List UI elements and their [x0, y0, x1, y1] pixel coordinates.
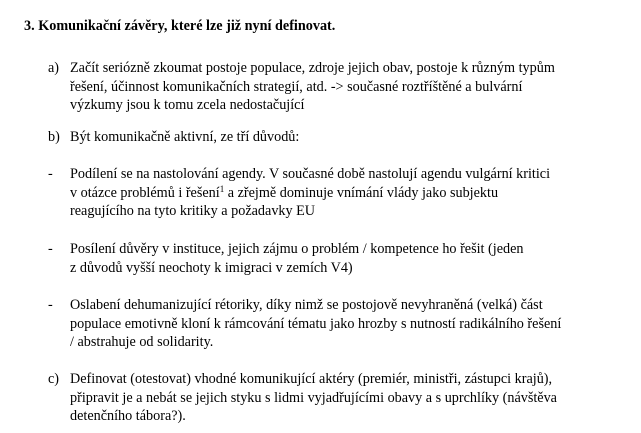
text-line: výzkumy jsou k tomu zcela nedostačující — [70, 97, 305, 114]
text-line: Oslabení dehumanizující rétoriky, díky nimž se postojově nevyhraněná (velká) část — [70, 297, 543, 313]
list-marker: - — [48, 241, 53, 257]
text-line — [70, 184, 625, 203]
list-item-text — [70, 296, 625, 352]
text-line: z důvodů vyšší neochoty k imigraci v zemích V4) — [70, 259, 353, 276]
list-marker: c) — [48, 371, 60, 387]
list-marker: a) — [48, 60, 60, 76]
text-line: Posílení důvěry v instituce, jejich zájmu o problém / kompetence ho řešit (jeden — [70, 241, 524, 257]
text-line: připravit je a nebát se jejich styku s lidmi vyjadřujícími obavy a s uprchlíky (návštěva — [70, 389, 557, 406]
text-line: Definovat (otestovat) vhodné komunikující aktéry (premiér, ministři, zástupci krajů), — [70, 371, 553, 387]
text-line: Začít seriózně zkoumat postoje populace, zdroje jejich obav, postoje k různým typům — [70, 60, 555, 76]
list-marker: - — [48, 297, 53, 313]
text-line: řešení, účinnost komunikačních strategií, atd. -> současné roztříštěné a bulvární — [70, 78, 523, 95]
section-heading: 3. Komunikační závěry, které lze již nyní definovat. — [24, 18, 336, 34]
text-line: reagujícího na tyto kritiky a požadavky EU — [70, 203, 316, 220]
text-fragment: v otázce problémů i řešení — [70, 184, 220, 201]
text-line: detenčního tábora?). — [70, 408, 186, 425]
list-item-text — [70, 128, 625, 147]
list-item-text — [70, 240, 625, 277]
list-item-text — [70, 59, 625, 115]
text-fragment: a zřejmě dominuje vnímání vlády jako subjektu — [224, 184, 499, 201]
text-line: Podílení se na nastolování agendy. V současné době nastolují agendu vulgární kritici — [70, 166, 551, 182]
text-line: populace emotivně kloní k rámcování tématu jako hrozby s nutností radikálního řešení — [70, 315, 562, 332]
list-marker: - — [48, 166, 53, 182]
text-line: Být komunikačně aktivní, ze tří důvodů: — [70, 129, 300, 145]
text-line: / abstrahuje od solidarity. — [70, 334, 214, 351]
footnote-mark: 1 — [219, 183, 225, 194]
list-marker: b) — [48, 129, 60, 145]
list-item-text — [70, 165, 625, 221]
list-item-text — [70, 370, 625, 426]
